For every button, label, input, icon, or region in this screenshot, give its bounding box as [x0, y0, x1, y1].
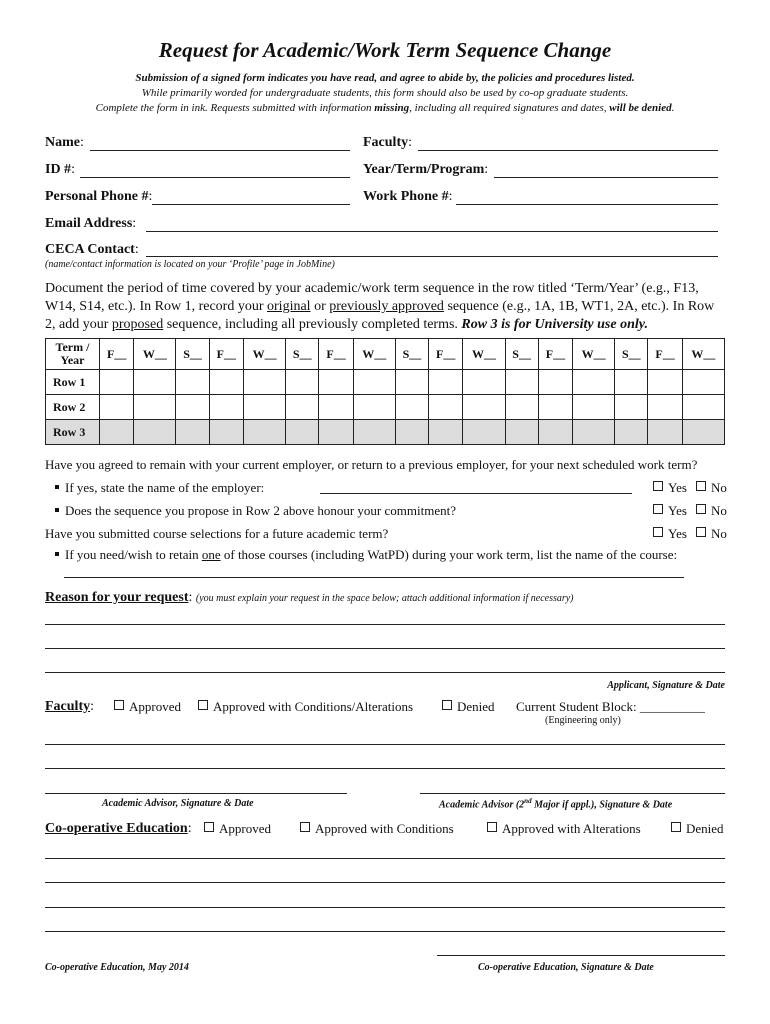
sequence-cell[interactable]	[100, 370, 134, 395]
sequence-cell[interactable]	[429, 395, 463, 420]
subtitle-instructions: Complete the form in ink. Requests submitted with information missing, including all required signatures and dates, will be denied.	[95, 102, 675, 114]
faculty-label: Faculty:	[363, 135, 412, 150]
course-selection-question: Have you submitted course selections for a future academic term?	[45, 526, 389, 541]
coop-approved-conditions-checkbox[interactable]: Approved with Conditions	[300, 821, 454, 837]
engineering-only-note: (Engineering only)	[545, 715, 621, 726]
checkbox-icon	[671, 822, 681, 832]
commitment-no-checkbox[interactable]: No	[696, 503, 727, 519]
checkbox-icon	[696, 504, 706, 514]
checkbox-icon	[300, 822, 310, 832]
sequence-cell[interactable]	[505, 370, 538, 395]
checkbox-icon	[696, 481, 706, 491]
sequence-cell	[429, 420, 463, 445]
sequence-cell	[573, 420, 615, 445]
sequence-cell	[286, 420, 319, 445]
coop-approved-checkbox[interactable]: Approved	[204, 821, 271, 837]
term-cell: S__	[176, 339, 209, 370]
faculty-denied-checkbox[interactable]: Denied	[442, 699, 495, 715]
term-cell: S__	[615, 339, 648, 370]
work-phone-field[interactable]	[456, 204, 718, 205]
term-cell: F__	[209, 339, 243, 370]
reason-label: Reason for your request: (you must explain your request in the space below; attach additional information if necessary)	[45, 590, 574, 605]
work-phone-label: Work Phone #:	[363, 189, 453, 204]
retain-course-question: If you need/wish to retain one of those courses (including WatPD) during your work term, list the name of the course:	[55, 547, 677, 563]
sequence-cell[interactable]	[244, 370, 286, 395]
coop-line-4[interactable]	[45, 931, 725, 932]
sequence-cell[interactable]	[353, 395, 395, 420]
reason-line-1[interactable]	[45, 624, 725, 625]
reason-line-3[interactable]	[45, 672, 725, 673]
checkbox-icon	[198, 700, 208, 710]
bullet-icon	[55, 485, 59, 489]
coop-signature-line[interactable]	[437, 955, 725, 956]
term-cell: S__	[286, 339, 319, 370]
sequence-instructions: Document the period of time covered by your academic/work term sequence in the row titled ‘Term/Year’ (e.g., F13, W14, S14, etc.). In Row 1, record your original or previously approved sequence (e.g., 1A, 1B, WT1, 2A, etc.). In Row 2, add your proposed sequence, including all previously completed terms. Row 3 is for University use only.	[45, 281, 715, 332]
current-student-block-field[interactable]: Current Student Block: __________	[516, 699, 705, 714]
sequence-cell	[176, 420, 209, 445]
term-cell: S__	[395, 339, 428, 370]
table-row-1	[46, 370, 725, 395]
sequence-cell[interactable]	[353, 370, 395, 395]
name-label: Name:	[45, 135, 84, 150]
sequence-cell[interactable]	[538, 370, 572, 395]
commitment-question: Does the sequence you propose in Row 2 above honour your commitment?	[55, 503, 456, 519]
checkbox-icon	[204, 822, 214, 832]
ceca-note: (name/contact information is located on your ‘Profile’ page in JobMine)	[45, 259, 335, 270]
checkbox-icon	[653, 481, 663, 491]
bullet-icon	[55, 508, 59, 512]
sequence-cell[interactable]	[538, 395, 572, 420]
personal-phone-field[interactable]	[152, 204, 350, 205]
coop-section-label: Co-operative Education:	[45, 821, 192, 836]
subtitle-agreement: Submission of a signed form indicates you have read, and agree to abide by, the policies and procedures listed.	[135, 72, 635, 84]
sequence-cell[interactable]	[395, 370, 428, 395]
term-year-header: Term / Year	[46, 339, 100, 370]
course-yes-checkbox[interactable]: Yes	[653, 526, 687, 542]
sequence-cell	[100, 420, 134, 445]
email-label: Email Address:	[45, 216, 137, 231]
term-cell: W__	[244, 339, 286, 370]
commitment-yes-checkbox[interactable]: Yes	[653, 503, 687, 519]
term-cell: W__	[682, 339, 724, 370]
sequence-cell[interactable]	[134, 395, 176, 420]
term-cell: F__	[319, 339, 353, 370]
sequence-cell	[682, 420, 724, 445]
employer-yes-checkbox[interactable]: Yes	[653, 480, 687, 496]
term-cell: W__	[353, 339, 395, 370]
term-cell: W__	[463, 339, 505, 370]
sequence-table	[45, 338, 725, 445]
footer-version: Co-operative Education, May 2014	[45, 962, 189, 973]
sequence-cell	[244, 420, 286, 445]
id-label: ID #:	[45, 162, 75, 177]
sequence-cell[interactable]	[209, 395, 243, 420]
coop-approved-alterations-checkbox[interactable]: Approved with Alterations	[487, 821, 641, 837]
term-cell: F__	[100, 339, 134, 370]
sequence-cell[interactable]	[176, 370, 209, 395]
faculty-line-2[interactable]	[45, 768, 725, 769]
sequence-cell[interactable]	[648, 370, 682, 395]
faculty-section-label: Faculty:	[45, 699, 94, 714]
second-advisor-signature-line[interactable]	[420, 793, 725, 794]
advisor-signature-caption: Academic Advisor, Signature & Date	[102, 798, 254, 809]
employer-name-field[interactable]	[320, 493, 632, 494]
coop-denied-checkbox[interactable]: Denied	[671, 821, 724, 837]
sequence-cell	[615, 420, 648, 445]
checkbox-icon	[487, 822, 497, 832]
coop-signature-caption: Co-operative Education, Signature & Date	[478, 962, 654, 973]
subtitle-graduate: While primarily worded for undergraduate students, this form should also be used by co-op graduate students.	[141, 87, 629, 99]
employer-no-checkbox[interactable]: No	[696, 480, 727, 496]
sequence-cell[interactable]	[615, 370, 648, 395]
row-label: Row 3	[46, 420, 100, 445]
sequence-cell[interactable]	[319, 370, 353, 395]
sequence-cell[interactable]	[505, 395, 538, 420]
sequence-cell[interactable]	[573, 370, 615, 395]
sequence-cell	[538, 420, 572, 445]
id-field[interactable]	[80, 177, 350, 178]
sequence-cell[interactable]	[286, 370, 319, 395]
sequence-cell[interactable]	[615, 395, 648, 420]
term-cell: F__	[429, 339, 463, 370]
row-label: Row 1	[46, 370, 100, 395]
sequence-cell	[395, 420, 428, 445]
sequence-cell[interactable]	[286, 395, 319, 420]
faculty-field[interactable]	[418, 150, 718, 151]
sequence-cell[interactable]	[682, 395, 724, 420]
ceca-label: CECA Contact:	[45, 242, 139, 257]
faculty-line-1[interactable]	[45, 744, 725, 745]
year-term-program-label: Year/Term/Program:	[363, 162, 489, 177]
employer-name-question: If yes, state the name of the employer:	[55, 480, 264, 496]
name-field[interactable]	[90, 150, 350, 151]
sequence-cell[interactable]	[429, 370, 463, 395]
sequence-cell	[463, 420, 505, 445]
sequence-cell[interactable]	[134, 370, 176, 395]
sequence-cell[interactable]	[319, 395, 353, 420]
second-advisor-signature-caption: Academic Advisor (2nd Major if appl.), Signature & Date	[439, 797, 673, 811]
table-row-3	[46, 420, 725, 445]
sequence-cell[interactable]	[463, 370, 505, 395]
sequence-cell	[134, 420, 176, 445]
checkbox-icon	[653, 504, 663, 514]
term-cell: W__	[573, 339, 615, 370]
table-header-row	[46, 339, 725, 370]
sequence-cell[interactable]	[648, 395, 682, 420]
coop-line-3[interactable]	[45, 907, 725, 908]
term-cell: W__	[134, 339, 176, 370]
sequence-cell[interactable]	[573, 395, 615, 420]
term-cell: S__	[505, 339, 538, 370]
faculty-approved-checkbox[interactable]: Approved	[114, 699, 181, 715]
sequence-cell[interactable]	[176, 395, 209, 420]
checkbox-icon	[653, 527, 663, 537]
coop-line-2[interactable]	[45, 882, 725, 883]
bullet-icon	[55, 552, 59, 556]
applicant-signature-caption: Applicant, Signature & Date	[607, 680, 725, 691]
employer-question: Have you agreed to remain with your current employer, or return to a previous employer, for your next scheduled work term?	[45, 457, 698, 472]
sequence-cell	[319, 420, 353, 445]
term-cell: F__	[648, 339, 682, 370]
sequence-cell[interactable]	[682, 370, 724, 395]
term-cell: F__	[538, 339, 572, 370]
row-label: Row 2	[46, 395, 100, 420]
year-term-program-field[interactable]	[494, 177, 718, 178]
sequence-cell[interactable]	[209, 370, 243, 395]
email-field[interactable]	[146, 231, 718, 232]
sequence-cell	[353, 420, 395, 445]
sequence-cell	[209, 420, 243, 445]
course-name-field[interactable]	[64, 577, 684, 578]
reason-line-2[interactable]	[45, 648, 725, 649]
checkbox-icon	[696, 527, 706, 537]
form-title: Request for Academic/Work Term Sequence Change	[158, 38, 612, 62]
sequence-cell[interactable]	[463, 395, 505, 420]
ceca-field[interactable]	[146, 256, 718, 257]
advisor-signature-line[interactable]	[45, 793, 347, 794]
checkbox-icon	[442, 700, 452, 710]
faculty-approved-conditions-checkbox[interactable]: Approved with Conditions/Alterations	[198, 699, 413, 715]
sequence-cell	[648, 420, 682, 445]
course-no-checkbox[interactable]: No	[696, 526, 727, 542]
checkbox-icon	[114, 700, 124, 710]
sequence-cell[interactable]	[244, 395, 286, 420]
sequence-cell[interactable]	[395, 395, 428, 420]
coop-line-1[interactable]	[45, 858, 725, 859]
sequence-cell	[505, 420, 538, 445]
table-row-2	[46, 395, 725, 420]
personal-phone-label: Personal Phone #:	[45, 189, 153, 204]
sequence-cell[interactable]	[100, 395, 134, 420]
